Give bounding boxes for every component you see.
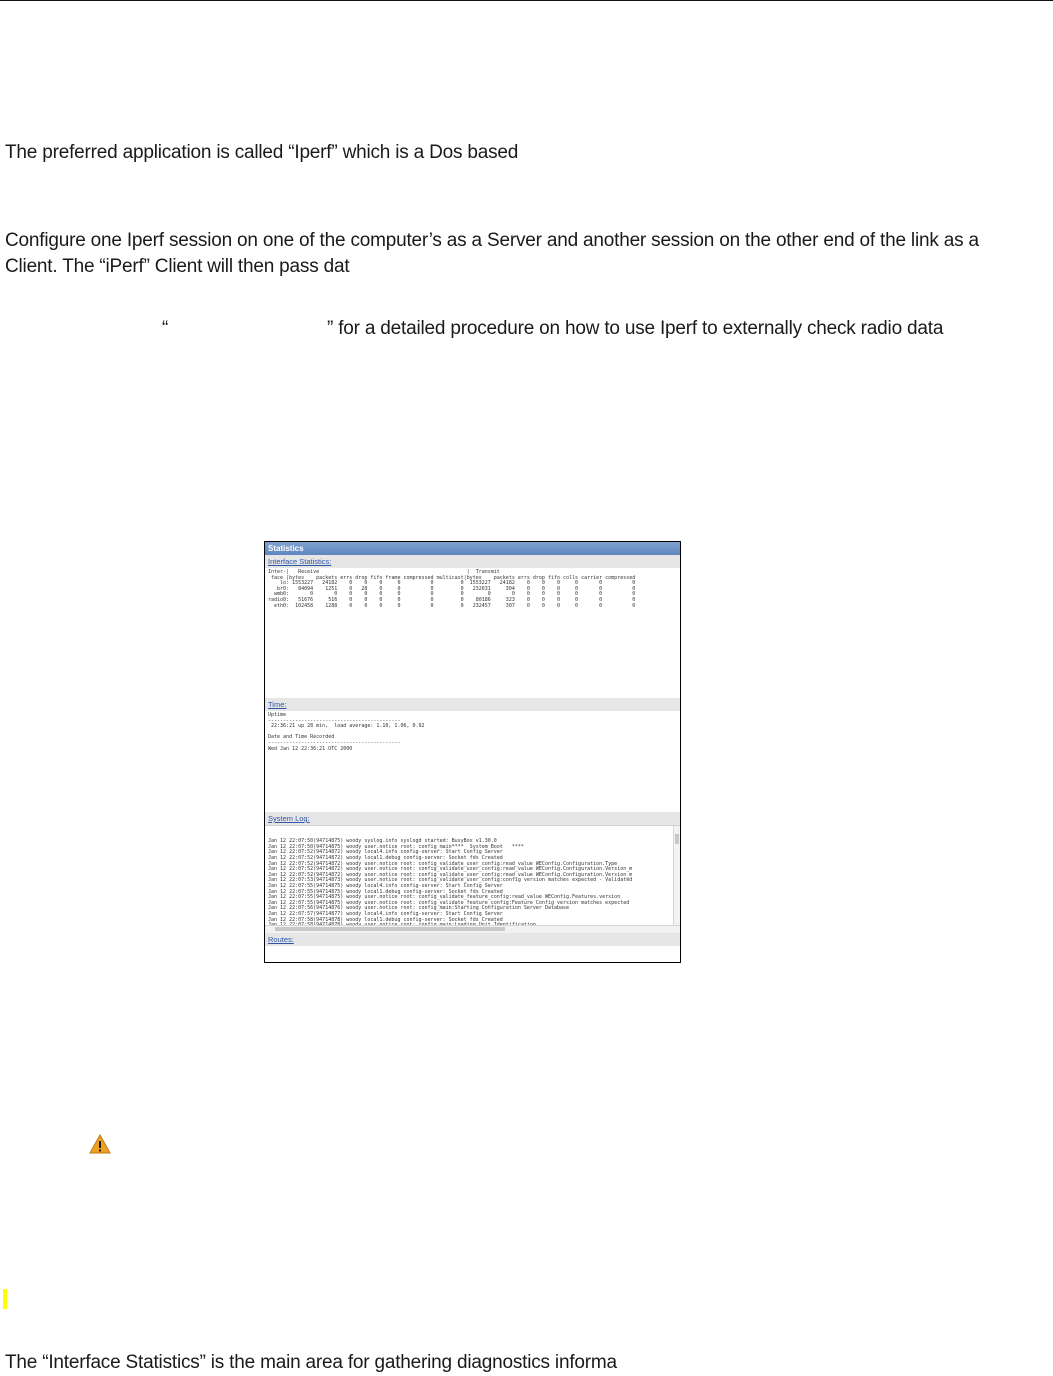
interface-statistics-table: Inter-| Receive | Transmit face |bytes packets errs drop fifo frame compressed multicast|bytes packets errs drop fifo colls carrier compressed lo: 1553227 24182 0 0 0 0 0 0 1553227 24182 0 0 0 0 0 0 br0: 84094 1251 0 28 0 0 0 0 232631 304 0 0 0 0 0 0 wmb0: 0 0 0 0 0 0 0 0 0 0 0 0 0 0 0 0 radio0: 51676 516 0 0 0 0 0 0 80186 323 0 0 0 0 0 0 eth0: 102458 1288 0 0 0 0 0 0 232457 307 0 0 0 0 0 0 [265, 568, 680, 698]
paragraph-interface-statistics: The “Interface Statistics” is the main area for gathering diagnostics informa [5, 1352, 617, 1373]
warning-icon [89, 1134, 111, 1154]
procedure-reference-text: ” for a detailed procedure on how to use Iperf to externally check radio data [327, 318, 944, 339]
paragraph-configure-line1: Configure one Iperf session on one of the computer’s as a Server and another session on the other end of the link as a [5, 230, 979, 251]
top-rule [0, 0, 1053, 1]
time-link[interactable]: Time: [268, 700, 287, 709]
interface-statistics-link[interactable]: Interface Statistics: [268, 557, 332, 566]
statistics-screenshot [264, 541, 681, 963]
time-panel: Uptime -------------------------------------------- 22:36:21 up 28 min, load average: 1.10, 1.06, 0.92 Date and Time Recorded -------------------------------------------- Wed Jan 12 22:36:21 UTC 2000 [265, 711, 680, 812]
system-log-link[interactable]: System Log: [268, 814, 310, 823]
interface-statistics-header [265, 555, 680, 568]
paragraph-iperf-intro: The preferred application is called “Iperf” which is a Dos based [5, 142, 519, 163]
highlight-mark [3, 1289, 7, 1309]
routes-link[interactable]: Routes: [268, 935, 294, 944]
system-log-text: Jan 12 22:07:50(94714875) woody syslog.info syslogd started: BusyBox v1.30.0 Jan 12 22:07:50(94714875) woody user.notice root: config_main**** System Boot **** Jan 12 22:07:52(94714872) woody local4.info config-server: Start Config Server Jan 12 22:07:52(94714872) woody local1.debug config-server: Socket fds Created Jan 12 22:07:52(94714872) woody user.notice root: config_validate_user_config:read_value WEConfig.Configuration.Type Jan 12 22:07:52(94714872) woody user.notice root: config_validate_user_config:read_value WEConfig.Configuration.Version_m Jan 12 22:07:52(94714872) woody user.notice root: config_validate_user_config:read_value WEConfig.Configuration.Version_m Jan 12 22:07:53(94714873) woody user.notice root: config_validate_user_config:config version matches expected - Validated Jan 12 22:07:55(94714875) woody local4.info config-server: Start Config Server Jan 12 22:07:55(94714875) woody local1.debug config-server: Socket fds Created Jan 12 22:07:55(94714875) woody user.notice root: config_validate_feature_config:read_value WEConfig.Features.version Jan 12 22:07:55(94714875) woody user.notice root: config_validate_feature_config:Feature Config version matches expected Jan 12 22:07:56(94714876) woody user.notice root: config_main:Starting Configuration Server Database Jan 12 22:07:57(94714877) woody local4.info config-server: Start Config Server Jan 12 22:07:58(94714878) woody local1.debug config-server: Socket fds Created [268, 838, 633, 923]
paragraph-configure-line2: Client. The “iPerf” Client will then pass dat [5, 256, 350, 277]
system-log-horizontal-scrollbar[interactable] [265, 925, 680, 933]
time-header [265, 698, 680, 711]
statistics-title-bar: Statistics [265, 542, 680, 555]
system-log-header [265, 812, 680, 825]
system-log-vertical-scrollbar[interactable] [673, 826, 680, 925]
system-log-panel[interactable] [265, 825, 680, 925]
open-quote: “ [162, 318, 169, 339]
